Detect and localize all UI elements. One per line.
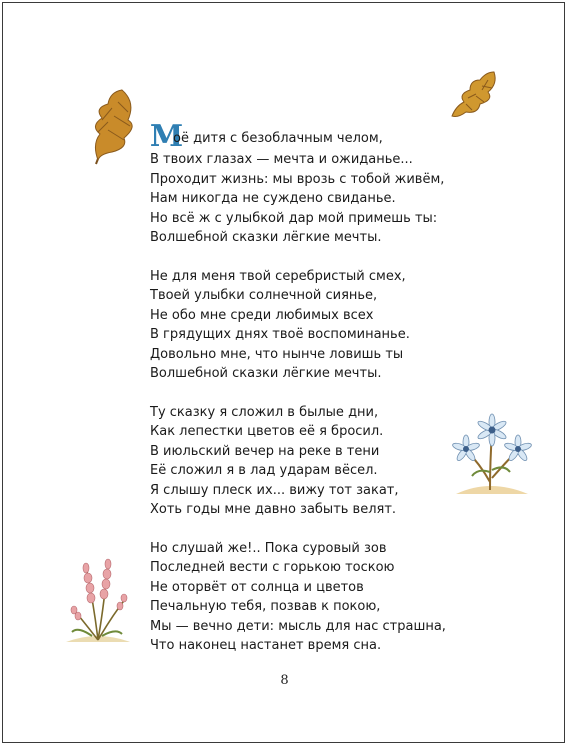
stanza-1	[150, 119, 446, 248]
stanza-2	[150, 267, 446, 384]
blue-daisies-illustration	[450, 412, 532, 498]
poem-line: В твоих глазах — мечта и ожиданье...	[150, 152, 413, 167]
poem-line: Мы — вечно дети: мысль для нас страшна,	[150, 618, 446, 634]
poem-line: Ту сказку я сложил в былые дни,	[150, 404, 379, 420]
poem-line: Её сложил я в лад ударам вёсел.	[150, 463, 378, 478]
poem-line: Печальную тебя, позвав к покою,	[150, 599, 381, 614]
poem-line: В грядущих днях твоё воспоминанье.	[150, 327, 410, 342]
drop-cap: М	[150, 119, 184, 154]
poem-line: Хоть годы мне давно забыть велят.	[150, 502, 397, 517]
poem-line	[150, 119, 446, 154]
poem-line: Но всё ж с улыбкой дар мой примешь ты:	[150, 210, 438, 226]
autumn-leaf-left-illustration	[88, 82, 140, 166]
poem-line: Твоей улыбки солнечной сиянье,	[150, 288, 378, 303]
poem-line: Я слышу плеск их... вижу тот закат,	[150, 482, 399, 498]
poem-line: Последней вести с горькою тоскою	[150, 560, 395, 575]
poem-line: Волшебной сказки лёгкие мечты.	[150, 366, 382, 381]
poem-line: Не для меня твой серебристый смех,	[150, 268, 406, 284]
poem-line: Не обо мне среди любимых всех	[150, 307, 374, 323]
poem-line: Довольно мне, что нынче ловишь ты	[150, 346, 404, 362]
pink-flowers-illustration	[62, 556, 134, 646]
poem	[150, 119, 446, 656]
page-number: 8	[280, 673, 289, 688]
poem-line: Как лепестки цветов её я бросил.	[150, 424, 384, 439]
poem-line-text: оё дитя с безоблачным челом,	[173, 131, 383, 146]
poem-line: Проходит жизнь: мы врозь с тобой живём,	[150, 171, 445, 187]
autumn-leaf-right-illustration	[448, 66, 500, 120]
stanza-4	[150, 539, 446, 656]
poem-line: Но слушай же!.. Пока суровый зов	[150, 540, 387, 556]
stanza-3	[150, 403, 446, 520]
poem-line: Нам никогда не суждено свиданье.	[150, 191, 396, 206]
poem-line: Не оторвёт от солнца и цветов	[150, 579, 364, 595]
poem-line: Что наконец настанет время сна.	[150, 638, 382, 653]
poem-line: В июльский вечер на реке в тени	[150, 443, 380, 459]
poem-line: Волшебной сказки лёгкие мечты.	[150, 230, 382, 245]
